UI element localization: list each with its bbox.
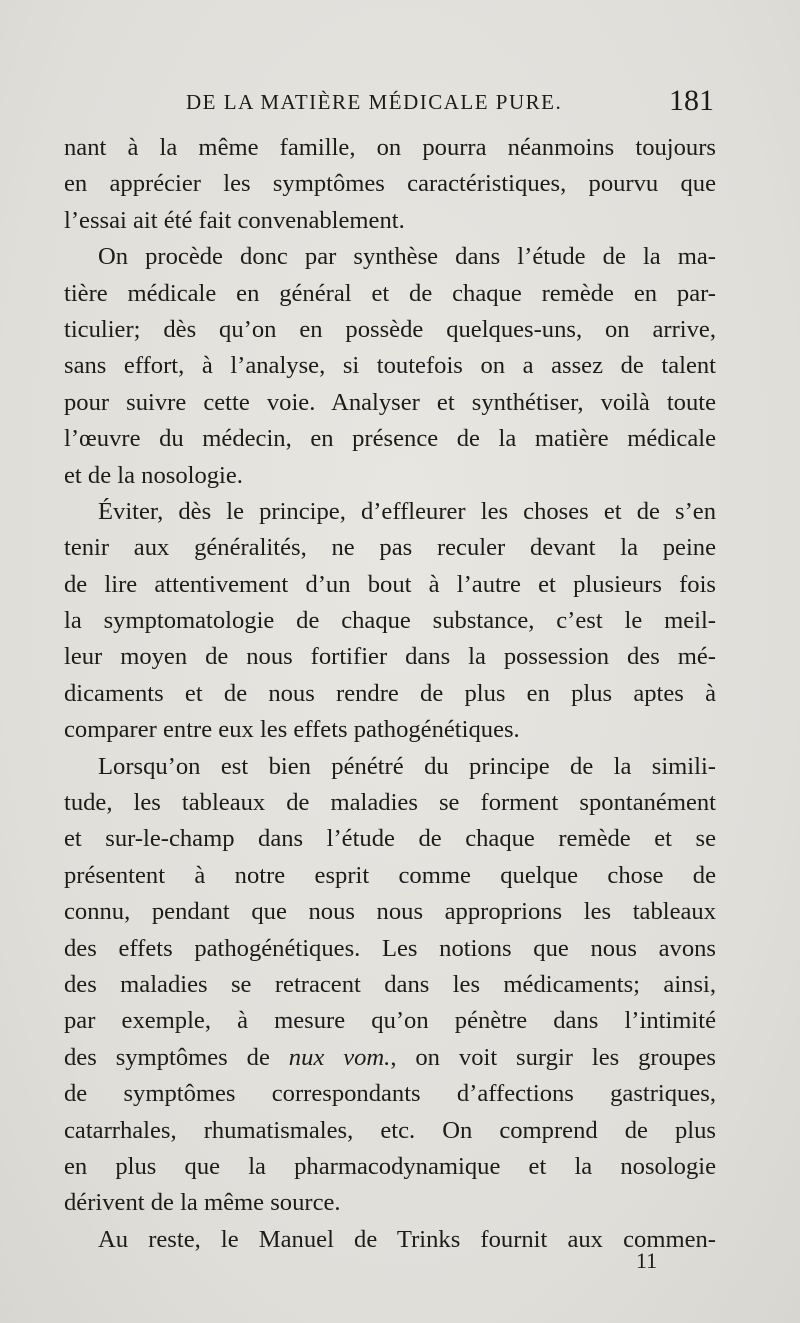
text-line: pour suivre cette voie. Analyser et synthétiser, voilà toute <box>64 388 716 416</box>
text-line: dérivent de la même source. <box>64 1189 341 1217</box>
page-number: 181 <box>669 84 714 117</box>
text-line: tude, les tableaux de maladies se forment spontanément <box>64 789 716 817</box>
text-line: comparer entre eux les effets pathogénétiques. <box>64 716 520 744</box>
text-line: et sur-le-champ dans l’étude de chaque remède et se <box>64 825 716 853</box>
italic-term: nux vom. <box>288 1043 391 1071</box>
page-header <box>64 84 716 124</box>
text-line: en plus que la pharmacodynamique et la nosologie <box>64 1152 716 1180</box>
signature-mark: 11 <box>636 1248 658 1273</box>
text-line: l’essai ait été fait convenablement. <box>64 206 405 234</box>
text-line: catarrhales, rhumatismales, etc. On comprend de plus <box>64 1116 716 1144</box>
text-line: sans effort, à l’analyse, si toutefois on a assez de talent <box>64 352 716 380</box>
text-segment: , on voit surgir les groupes <box>390 1043 716 1071</box>
text-line: leur moyen de nous fortifier dans la possession des mé- <box>64 643 716 671</box>
text-segment: des symptômes de <box>64 1043 289 1071</box>
text-line: On procède donc par synthèse dans l’étude de la ma- <box>98 243 716 271</box>
text-line: tenir aux généralités, ne pas reculer devant la peine <box>64 534 716 562</box>
text-line: la symptomatologie de chaque substance, c’est le meil- <box>64 607 716 635</box>
text-line: présentent à notre esprit comme quelque chose de <box>64 861 716 889</box>
running-title: DE LA MATIÈRE MÉDICALE PURE. <box>186 90 563 114</box>
text-line: tière médicale en général et de chaque remède en par- <box>64 279 716 307</box>
text-line: Lorsqu’on est bien pénétré du principe de la simili- <box>98 752 716 780</box>
body-text <box>64 130 716 1258</box>
text-line: dicaments et de nous rendre de plus en plus aptes à <box>64 679 716 707</box>
text-line: des maladies se retracent dans les médicaments; ainsi, <box>64 970 716 998</box>
text-line: l’œuvre du médecin, en présence de la matière médicale <box>64 425 716 453</box>
text-line: des effets pathogénétiques. Les notions que nous avons <box>64 934 716 962</box>
text-line: de symptômes correspondants d’affections gastriques, <box>64 1080 716 1108</box>
text-line: de lire attentivement d’un bout à l’autre et plusieurs fois <box>64 570 716 598</box>
text-line <box>64 1040 716 1076</box>
text-line: et de la nosologie. <box>64 461 243 489</box>
text-line: connu, pendant que nous nous approprions les tableaux <box>64 898 716 926</box>
text-line: Éviter, dès le principe, d’effleurer les choses et de s’en <box>98 497 716 525</box>
text-line: nant à la même famille, on pourra néanmoins toujours <box>64 134 716 161</box>
text-line: en apprécier les symptômes caractéristiques, pourvu que <box>64 170 716 198</box>
text-line: ticulier; dès qu’on en possède quelques-uns, on arrive, <box>64 315 716 343</box>
text-line: par exemple, à mesure qu’on pénètre dans l’intimité <box>64 1007 716 1035</box>
text-line: Au reste, le Manuel de Trinks fournit aux commen- <box>98 1225 716 1253</box>
